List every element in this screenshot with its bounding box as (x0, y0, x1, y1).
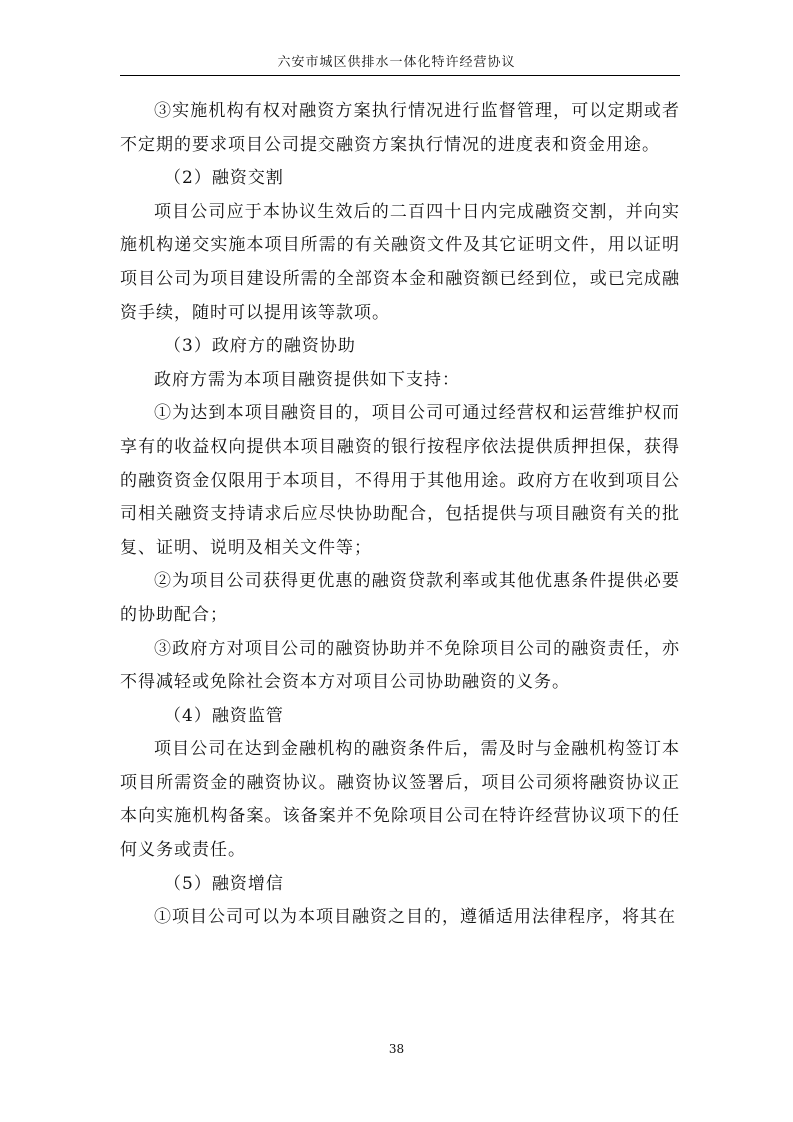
paragraph-credit-enhancement-item-1: ①项目公司可以为本项目融资之目的，遵循适用法律程序，将其在 (154, 907, 676, 928)
paragraph-support-item-1: ①为达到本项目融资目的，项目公司可通过经营权和运营维护权而享有的收益权向提供本项目融资的银行按程序依法提供质押担保，获得的融资资金仅限用于本项目，不得用于其他用途。政府方在收到项目公司相关融资支持请求后应尽快协助配合，包括提供与项目融资有关的批复、证明、说明及相关文件等； (120, 403, 680, 558)
paragraph-supervision: ③实施机构有权对融资方案执行情况进行监督管理，可以定期或者不定期的要求项目公司提交融资方案执行情况的进度表和资金用途。 (120, 101, 680, 155)
paragraph-financing-supervision: 项目公司在达到金融机构的融资条件后，需及时与金融机构签订本项目所需资金的融资协议。融资协议签署后，项目公司须将融资协议正本向实施机构备案。该备案并不免除项目公司在特许经营协议项下的任何义务或责任。 (120, 739, 680, 861)
document-body (120, 95, 680, 935)
paragraph-support-item-2: ②为项目公司获得更优惠的融资贷款利率或其他优惠条件提供必要的协助配合； (120, 571, 680, 625)
section-heading-credit-enhancement: （5）融资增信 (164, 873, 284, 894)
page-number: 38 (388, 1042, 405, 1056)
paragraph-financing-closing: 项目公司应于本协议生效后的二百四十日内完成融资交割，并向实施机构递交实施本项目所需的有关融资文件及其它证明文件，用以证明项目公司为项目建设所需的全部资本金和融资额已经到位，或已完成融资手续，随时可以提用该等款项。 (120, 201, 680, 323)
paragraph-support-intro: 政府方需为本项目融资提供如下支持： (154, 369, 460, 390)
header-divider (120, 75, 680, 76)
paragraph-support-item-3: ③政府方对项目公司的融资协助并不免除项目公司的融资责任，亦不得减轻或免除社会资本方对项目公司协助融资的义务。 (120, 638, 680, 693)
running-header-title: 六安市城区供排水一体化特许经营协议 (277, 55, 516, 70)
section-heading-financing-closing: （2）融资交割 (164, 168, 284, 189)
section-heading-financing-supervision: （4）融资监管 (164, 705, 284, 726)
section-heading-government-assistance: （3）政府方的融资协助 (164, 336, 356, 357)
